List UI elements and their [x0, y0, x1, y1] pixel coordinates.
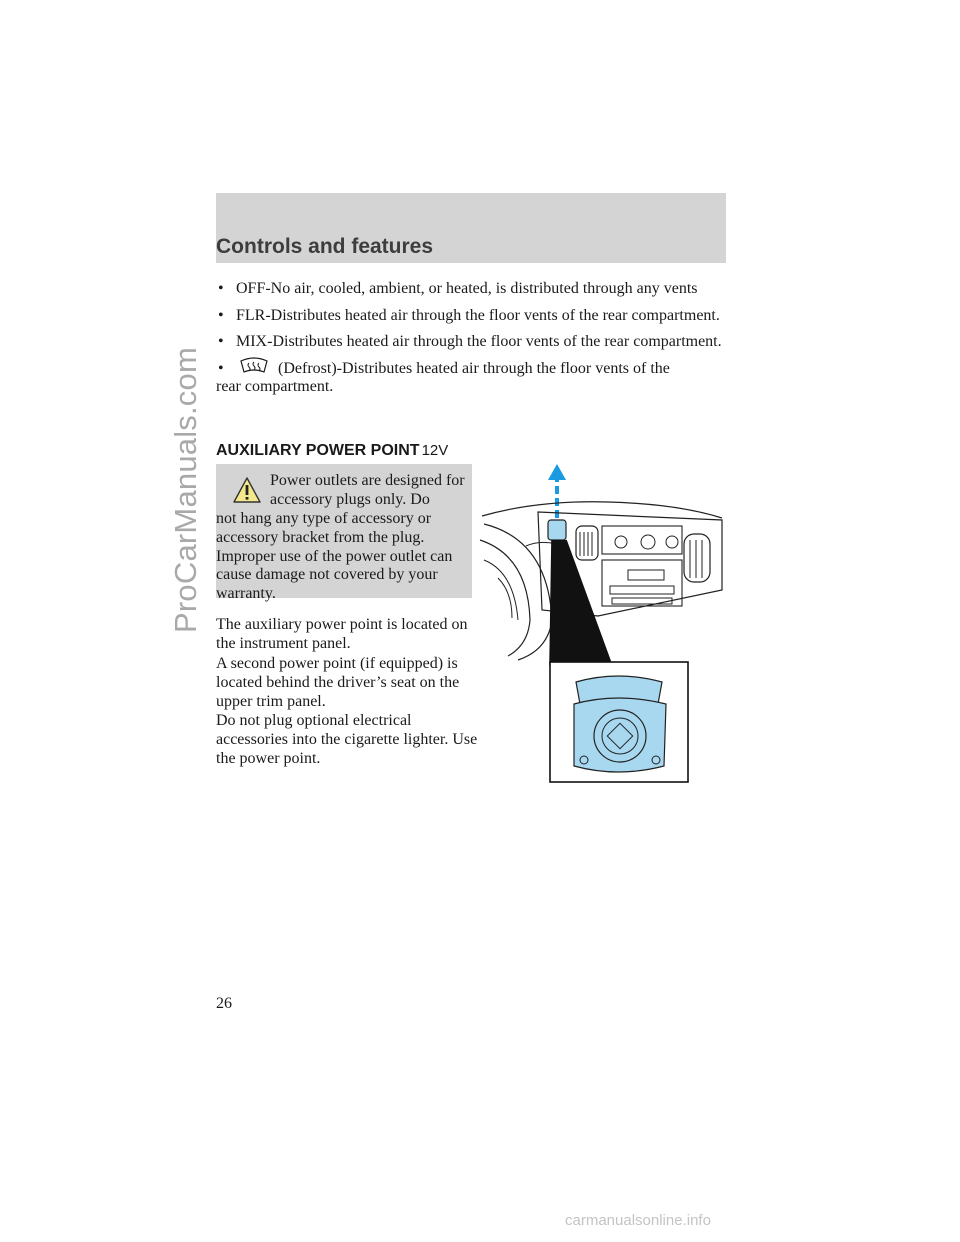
page-number: 26: [216, 995, 232, 1012]
bullet-marker: •: [218, 306, 224, 324]
list-item: [216, 360, 726, 397]
bullet-text: FLR-Distributes heated air through the floor vents of the rear compartment.: [236, 306, 720, 324]
paragraph: A second power point (if equipped) is located behind the driver’s seat on the upper trim panel.: [216, 655, 460, 710]
bullet-marker: •: [218, 280, 224, 297]
bullet-text: OFF-No air, cooled, ambient, or heated, is distributed through any vents: [236, 280, 698, 297]
defrost-icon: [238, 357, 270, 375]
section-heading: AUXILIARY POWER POINT 12V: [216, 442, 449, 459]
bullet-text: (Defrost)-Distributes heated air through the floor vents of the: [278, 359, 670, 377]
paragraph: The auxiliary power point is located on the instrument panel.: [216, 616, 468, 652]
warning-box: [216, 464, 472, 603]
power-outlet-closeup: [574, 676, 666, 772]
footer-site: carmanualsonline.info: [565, 1212, 711, 1229]
instrument-panel-illustration: [478, 460, 728, 790]
12v-symbol: 12V: [421, 442, 449, 459]
section-header: [216, 193, 726, 263]
list-item: [216, 307, 726, 326]
list-item: [216, 280, 726, 299]
warning-text: not hang any type of accessory or accessory bracket from the plug. Improper use of the power outlet can cause damage not covered by your warranty.: [216, 510, 453, 603]
page-title: Controls and features: [216, 235, 434, 258]
list-item: [216, 333, 726, 352]
location-arrow-icon: [548, 464, 566, 518]
warning-triangle-icon: [232, 476, 262, 504]
warning-text: Power outlets are designed for accessory plugs only. Do: [270, 472, 465, 508]
bullet-text: MIX-Distributes heated air through the floor vents of the rear compartment.: [236, 333, 722, 350]
bullet-marker: •: [218, 359, 224, 377]
paragraph: Do not plug optional electrical accessories into the cigarette lighter. Use the power point.: [216, 712, 478, 767]
bullet-text-continued: rear compartment.: [216, 378, 334, 395]
bullet-list: [216, 280, 726, 403]
bullet-marker: •: [218, 333, 224, 350]
